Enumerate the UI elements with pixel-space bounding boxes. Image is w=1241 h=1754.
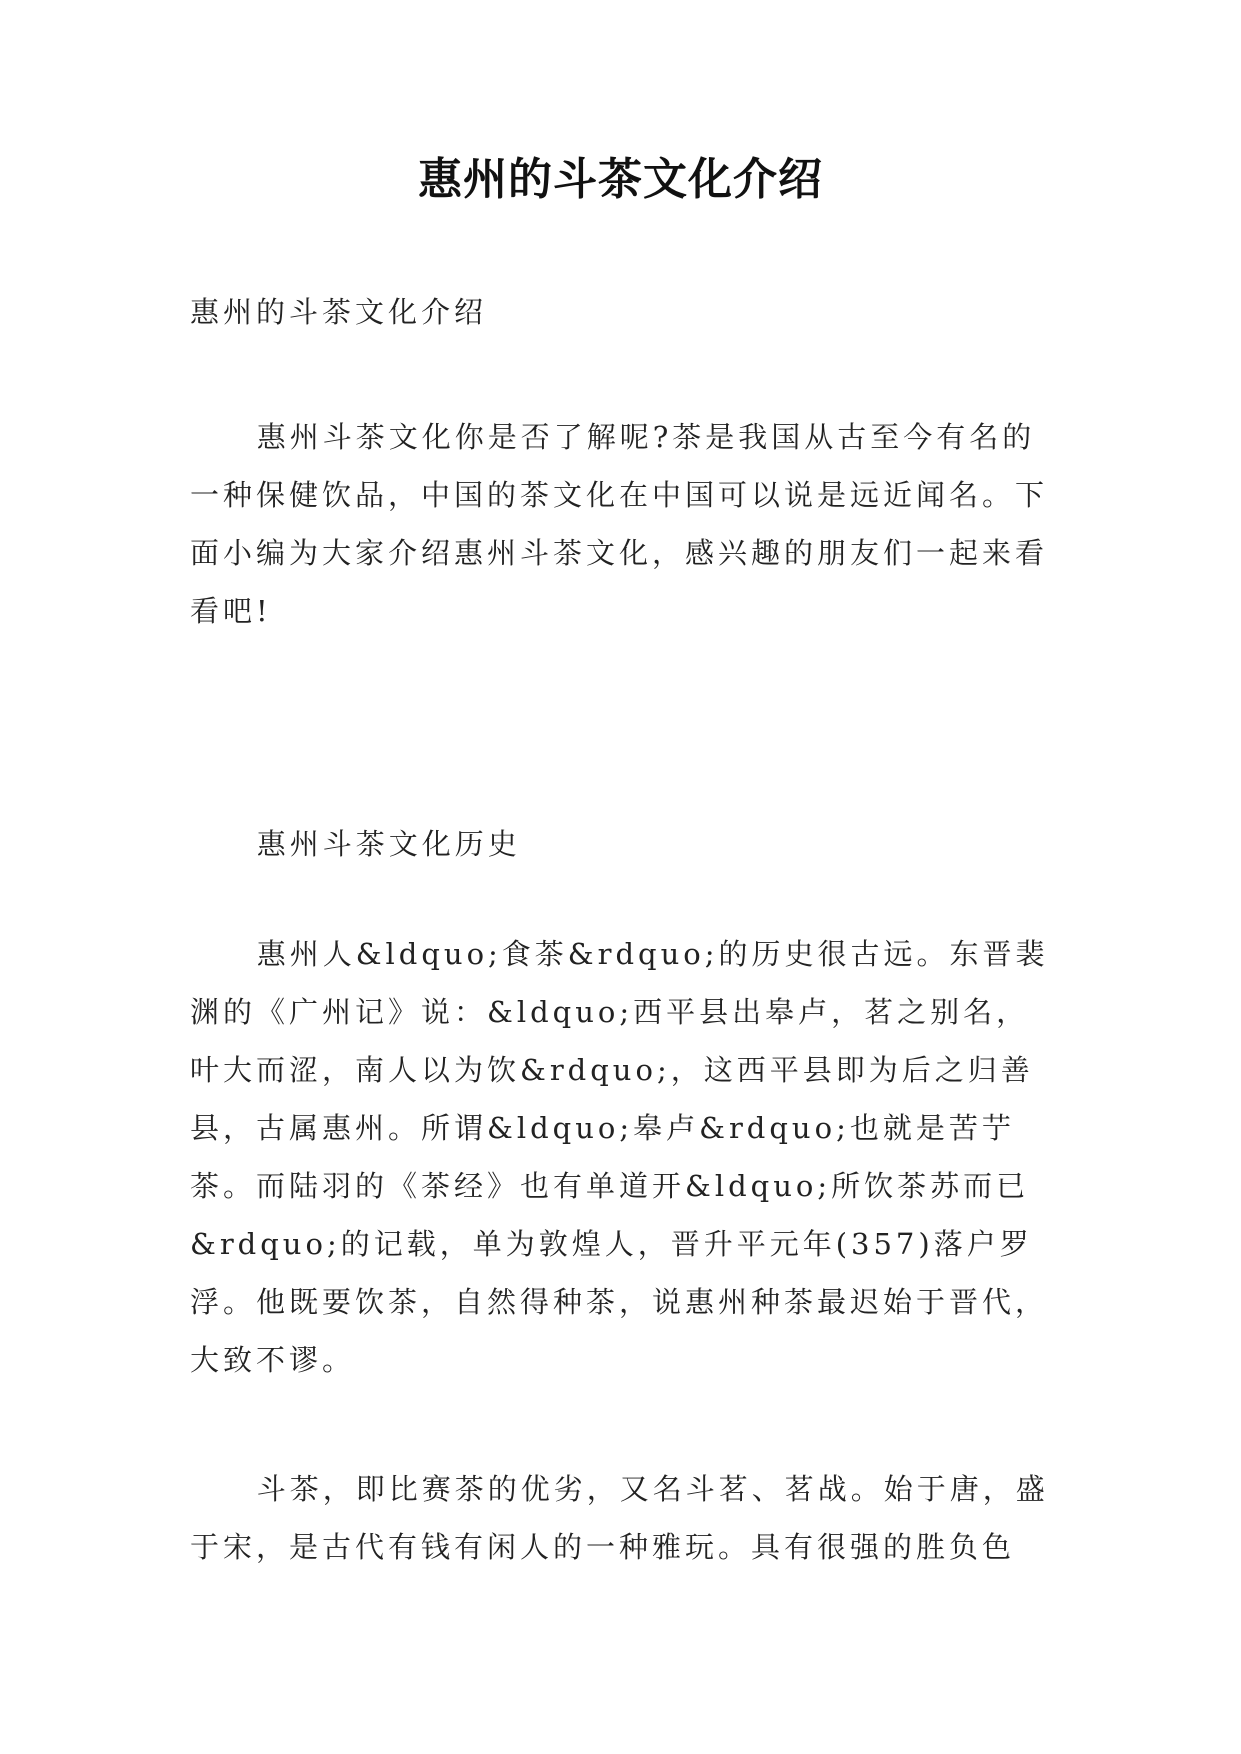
history-paragraph: 惠州人&ldquo;食茶&rdquo;的历史很古远。东晋裴渊的《广州记》说：&ldquo;西平县出皋卢，茗之别名，叶大而涩，南人以为饮&rdquo;，这西平县即为后之归善县，古属惠州。所谓&ldquo;皋卢&rdquo;也就是苦艼茶。而陆羽的《茶经》也有单道开&ldquo;所饮茶苏而已&rdquo;的记载，单为敦煌人，晋升平元年(357)落户罗浮。他既要饮茶，自然得种茶，说惠州种茶最迟始于晋代，大致不谬。 [190, 937, 1049, 1377]
intro-paragraph: 惠州斗茶文化你是否了解呢?茶是我国从古至今有名的一种保健饮品，中国的茶文化在中国可以说是远近闻名。下面小编为大家介绍惠州斗茶文化，感兴趣的朋友们一起来看看吧! [190, 420, 1049, 628]
section-heading-history: 惠州斗茶文化历史 [256, 827, 521, 861]
doucha-paragraph: 斗茶，即比赛茶的优劣，又名斗茗、茗战。始于唐，盛于宋，是古代有钱有闲人的一种雅玩。具有很强的胜负色 [190, 1472, 1049, 1564]
document-subtitle: 惠州的斗茶文化介绍 [190, 295, 488, 329]
document-title: 惠州的斗茶文化介绍 [418, 154, 823, 205]
